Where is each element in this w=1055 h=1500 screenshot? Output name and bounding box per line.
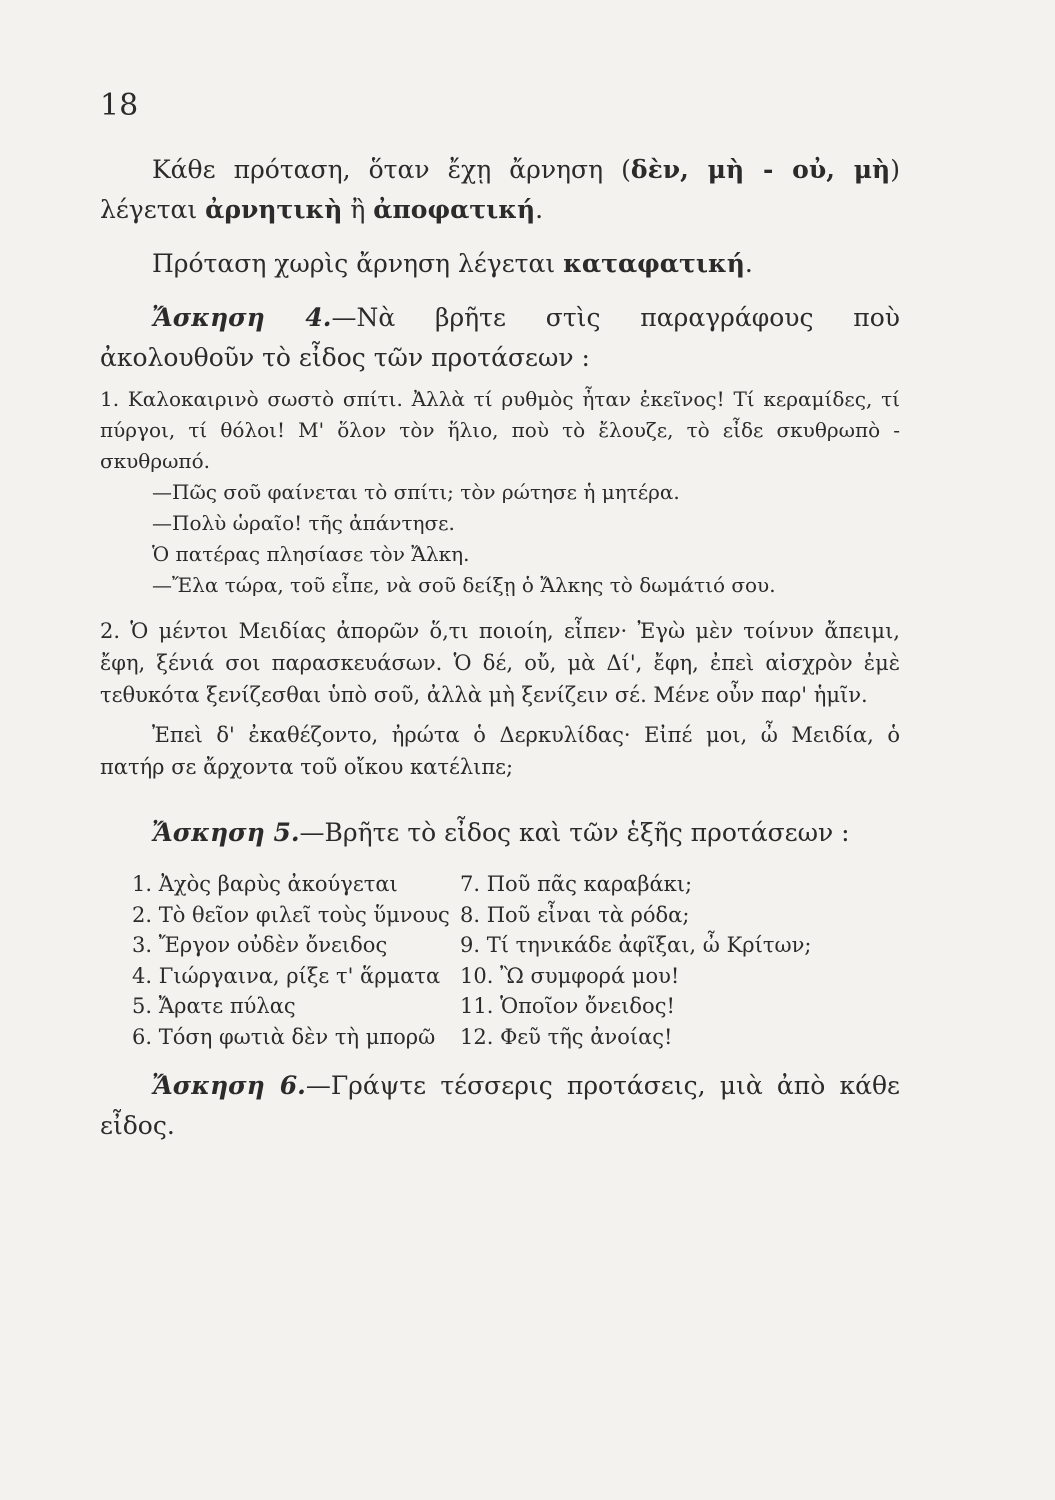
exercise-4-instruction: —Νὰ βρῆτε στὶς παραγράφους ποὺ ἀκολουθοῦν τὸ εἶδος τῶν προτάσεων : xyxy=(100,303,900,372)
passage-1-line-2: —Πῶς σοῦ φαίνεται τὸ σπίτι; τὸν ρώτησε ἡ μητέρα. xyxy=(152,480,680,504)
exercise-5-label: Ἄσκηση 5. xyxy=(152,818,300,847)
list-item: 12. Φεῦ τῆς ἀνοίας! xyxy=(460,1024,673,1049)
term-apophatic: ἀποφατική xyxy=(373,195,536,224)
passage-2-line-2: Ἐπεὶ δ' ἐκαθέζοντο, ἠρώτα ὁ Δερκυλίδας· Εἰπέ μοι, ὦ Μειδία, ὁ πατήρ σε ἄρχοντα τοῦ οἴκου κατέλιπε; xyxy=(100,723,900,779)
term-affirmative: καταφατική xyxy=(563,249,745,278)
page-number: 18 xyxy=(100,88,139,123)
rule-affirmative xyxy=(100,244,900,284)
passage-2: 2. Ὁ μέντοι Μειδίας ἀπορῶν ὅ,τι ποιοίη, εἶπεν· Ἐγὼ μὲν τοίνυν ἄπειμι, ἔφη, ξένιά σοι παρασκευάσων. Ὁ δέ, οὔ, μὰ Δί', ἔφη, ἐπεὶ αἰσχρὸν ἐμὲ τεθυκότα ξενίζεσθαι ὑπὸ σοῦ, ἀλλὰ μὴ ξενίζειν σέ. Μένε οὖν παρ' ἡμῖν. xyxy=(100,619,900,707)
exercise-6-instruction: —Γράψτε τέσσερις προτάσεις, μιὰ ἀπὸ κάθε εἶδος. xyxy=(100,1071,900,1140)
exercise-6-heading xyxy=(100,1066,900,1146)
rule-negative xyxy=(100,150,900,230)
list-item: 4. Γιώργαινα, ρίξε τ' ἅρματα xyxy=(132,963,441,988)
list-item: 9. Τί τηνικάδε ἀφῖξαι, ὦ Κρίτων; xyxy=(460,933,812,957)
passage-1-line-3: —Πολὺ ὡραῖο! τῆς ἀπάντησε. xyxy=(152,511,455,535)
passage-1-line-4: Ὁ πατέρας πλησίασε τὸν Ἄλκη. xyxy=(152,542,470,566)
exercise-4-label: Ἄσκηση 4. xyxy=(152,303,332,332)
negation-words: δὲν, μὴ - οὐ, μὴ xyxy=(630,155,891,184)
rule-negative-text-c: ) λέγεται xyxy=(100,155,900,224)
list-item: 5. Ἄρατε πύλας xyxy=(132,994,296,1018)
list-item: 6. Τόση φωτιὰ δὲν τὴ μπορῶ xyxy=(132,1024,436,1049)
list-item: 8. Ποῦ εἶναι τὰ ρόδα; xyxy=(460,902,690,927)
passage-1-line-5: —Ἔλα τώρα, τοῦ εἶπε, νὰ σοῦ δείξῃ ὁ Ἄλκης τὸ δωμάτιό σου. xyxy=(152,573,776,597)
exercise-5-heading xyxy=(100,813,900,853)
rule-negative-text-g: . xyxy=(535,195,544,224)
rule-affirmative-text-c: . xyxy=(744,249,753,278)
exercise-5-instruction: —Βρῆτε τὸ εἶδος καὶ τῶν ἑξῆς προτάσεων : xyxy=(299,818,850,847)
passage-1: 1. Καλοκαιρινὸ σωστὸ σπίτι. Ἀλλὰ τί ρυθμὸς ἦταν ἐκεῖνος! Τί κεραμίδες, τί πύργοι, τί θόλοι! Μ' ὅλον τὸν ἥλιο, ποὺ τὸ ἔλουζε, τὸ εἶδε σκυθρωπὸ - σκυθρωπό. xyxy=(100,387,900,473)
list-item: 1. Ἀχὸς βαρὺς ἀκούγεται xyxy=(132,872,398,896)
sentence-list xyxy=(100,869,900,1052)
term-negative: ἀρνητικὴ xyxy=(205,195,343,224)
page-body xyxy=(100,150,900,1146)
list-item: 10. Ὢ συμφορά μου! xyxy=(460,963,680,988)
list-item: 3. Ἔργον οὐδὲν ὄνειδος xyxy=(132,933,388,957)
rule-affirmative-text-a: Πρόταση χωρὶς ἄρνηση λέγεται xyxy=(152,249,564,278)
exercise-4-heading xyxy=(100,298,900,378)
rule-negative-text-e: ἢ xyxy=(342,195,374,224)
exercise-6-label: Ἄσκηση 6. xyxy=(152,1071,306,1100)
rule-negative-text-a: Κάθε πρόταση, ὅταν ἔχῃ ἄρνηση ( xyxy=(152,155,631,184)
list-item: 2. Τὸ θεῖον φιλεῖ τοὺς ὕμνους xyxy=(132,902,450,927)
list-item: 11. Ὁποῖον ὄνειδος! xyxy=(460,994,675,1018)
list-item: 7. Ποῦ πᾶς καραβάκι; xyxy=(460,872,693,896)
